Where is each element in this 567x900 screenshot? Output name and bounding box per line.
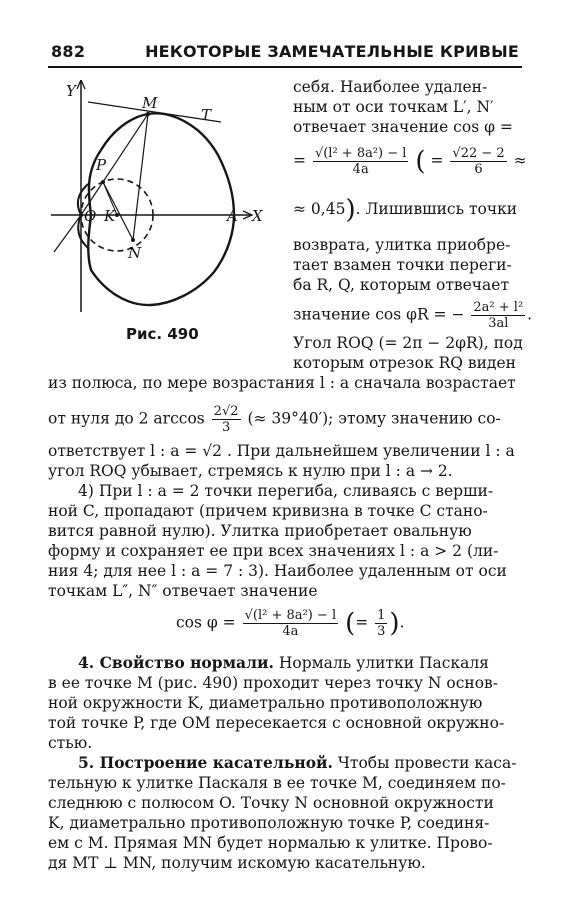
text-line: ния 4; для нее l : a = 7 : 3). Наиболее удаленным от оси bbox=[48, 562, 507, 580]
label-m: M bbox=[142, 94, 158, 112]
section-5-title: 5. Построение касательной. bbox=[78, 753, 333, 772]
text-line: возврата, улитка приобре- bbox=[293, 236, 511, 254]
text-line: ба R, Q, которым отвечает bbox=[293, 276, 510, 294]
text-line: Угол ROQ (= 2π − 2φR), под bbox=[293, 334, 523, 352]
text-line: ной окружности K, диаметрально противоположную bbox=[48, 694, 483, 712]
text-line: ем с M. Прямая MN будет нормалью к улитке. Прово- bbox=[48, 834, 493, 852]
text-line: форму и сохраняет ее при всех значениях l : a > 2 (ли- bbox=[48, 542, 499, 560]
formula-line: = $\frac{\text{√(l² + 8a²) − l}}{4a}$ ( = $\frac{√22 - 2}{6}$ ≈ bbox=[293, 146, 527, 177]
text-line: вится равной нулю). Улитка приобретает овальную bbox=[48, 522, 472, 540]
text-line: угол ROQ убывает, стремясь к нулю при l : a → 2. bbox=[48, 462, 453, 480]
text-line: из полюса, по мере возрастания l : a сначала возрастает bbox=[48, 374, 516, 392]
text-line: которым отрезок RQ виден bbox=[293, 354, 516, 372]
label-o: O bbox=[84, 207, 97, 225]
label-t: T bbox=[201, 106, 212, 124]
formula-line: от нуля до 2 arccos $\frac{2√2}{3}$ (≈ 39°40′); этому значению со- bbox=[48, 404, 501, 435]
text-line: стью. bbox=[48, 734, 93, 752]
text-line: ≈ 0,45). Лишившись точки bbox=[293, 195, 518, 225]
point-o bbox=[79, 213, 83, 217]
figure-490 bbox=[46, 80, 286, 326]
page-number: 882 bbox=[51, 42, 86, 61]
text-line: следнюю с полюсом O. Точку N основной окружности bbox=[48, 794, 494, 812]
text-line: 4) При l : a = 2 точки перегиба, сливаясь с верши- bbox=[78, 482, 494, 500]
text-line: той точке P, где OM пересекается с основной окружно- bbox=[48, 714, 505, 732]
point-m bbox=[146, 112, 150, 116]
equals-sign: = bbox=[430, 151, 444, 170]
header-rule bbox=[48, 66, 522, 68]
text-line: K, диаметрально противоположную точке P, соединя- bbox=[48, 814, 490, 832]
point-k bbox=[115, 213, 119, 217]
text-line: точкам L″, N″ отвечает значение bbox=[48, 582, 318, 600]
text-line: тельную к улитке Паскаля в ее точке M, соединяем по- bbox=[48, 774, 506, 792]
section-4-title: 4. Свойство нормали. bbox=[78, 653, 274, 672]
section-5-heading-line: 5. Построение касательной. Чтобы провести каса- bbox=[78, 753, 517, 772]
section-4-heading-line: 4. Свойство нормали. Нормаль улитки Паскаля bbox=[78, 653, 489, 672]
figure-caption: Рис. 490 bbox=[126, 325, 199, 343]
label-p: P bbox=[96, 156, 107, 174]
text-line: в ее точке M (рис. 490) проходит через точку N основ- bbox=[48, 674, 499, 692]
running-header: НЕКОТОРЫЕ ЗАМЕЧАТЕЛЬНЫЕ КРИВЫЕ bbox=[145, 42, 519, 61]
text-line: ным от оси точкам L′, N′ bbox=[293, 98, 494, 116]
text-line: дя MT ⊥ MN, получим искомую касательную. bbox=[48, 854, 426, 872]
text-line: тает взамен точки переги- bbox=[293, 256, 512, 274]
point-n bbox=[131, 238, 135, 242]
text-line: себя. Наиболее удален- bbox=[293, 78, 488, 96]
label-k: K bbox=[104, 207, 116, 225]
text-line: ответствует l : a = √2 . При дальнейшем увеличении l : a bbox=[48, 442, 515, 460]
label-x: X bbox=[252, 207, 263, 225]
formula-line: значение cos φR = − $\frac{\text{2a² + l²}}{3al}$ . bbox=[293, 300, 533, 331]
label-n: N bbox=[128, 244, 142, 262]
label-y: Y bbox=[66, 82, 76, 100]
formula-display: cos φ = $\frac{\text{√(l² + 8a²) − l}}{4a}$ (= $\frac{1}{3}$ ). bbox=[176, 608, 405, 639]
text-line: отвечает значение cos φ = bbox=[293, 118, 513, 136]
line-om-extension bbox=[54, 215, 81, 252]
point-p bbox=[101, 180, 105, 184]
label-a: A bbox=[227, 207, 238, 225]
text-line: ной C, пропадают (причем кривизна в точке C стано- bbox=[48, 502, 488, 520]
